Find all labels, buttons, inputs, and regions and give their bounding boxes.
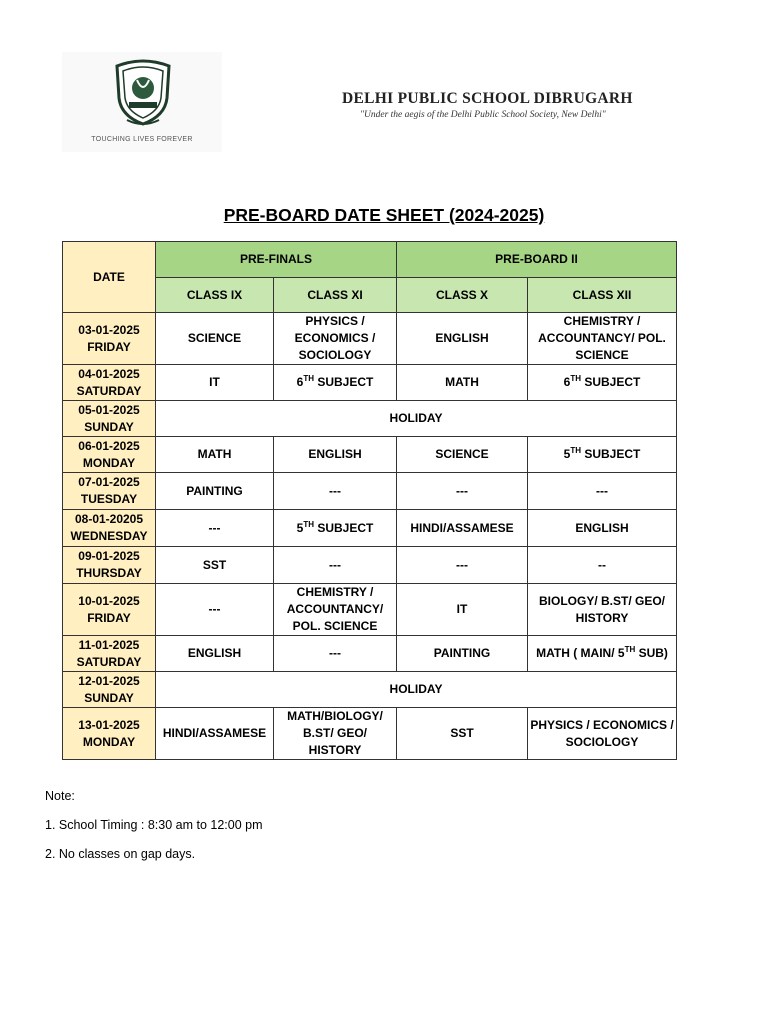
note-heading: Note:: [45, 789, 75, 803]
day-value: SATURDAY: [76, 654, 142, 669]
subject-cell: 6TH SUBJECT: [528, 365, 677, 401]
date-cell: [63, 708, 156, 760]
subject-cell: PAINTING: [156, 473, 274, 510]
subject-cell: SCIENCE: [397, 437, 528, 473]
subject-cell: MATH: [397, 365, 528, 401]
group-header-pre-board-ii: PRE-BOARD II: [397, 242, 677, 278]
notes: [45, 789, 262, 876]
group-header-pre-finals: PRE-FINALS: [156, 242, 397, 278]
class-header: CLASS IX: [156, 278, 274, 313]
subject-cell: IT: [397, 584, 528, 636]
table-row: [63, 401, 677, 437]
date-value: 04-01-2025: [78, 366, 140, 381]
day-value: WEDNESDAY: [70, 529, 148, 543]
class-header: CLASS X: [397, 278, 528, 313]
subject-cell: ---: [397, 473, 528, 510]
table-row: [63, 437, 677, 473]
day-value: SUNDAY: [84, 690, 134, 705]
date-header: DATE: [63, 242, 156, 313]
table-row: [63, 708, 677, 760]
date-cell: [63, 510, 156, 547]
table-row: [63, 365, 677, 401]
subject-cell: CHEMISTRY / ACCOUNTANCY/ POL. SCIENCE: [528, 313, 677, 365]
date-sheet-table: [62, 241, 677, 760]
subject-cell: 5TH SUBJECT: [528, 437, 677, 473]
table-row: [63, 510, 677, 547]
subject-cell: ENGLISH: [528, 510, 677, 547]
subject-cell: ENGLISH: [397, 313, 528, 365]
subject-cell: ENGLISH: [274, 437, 397, 473]
day-value: MONDAY: [82, 734, 136, 749]
subject-cell: CHEMISTRY / ACCOUNTANCY/ POL. SCIENCE: [274, 584, 397, 636]
subject-cell: ---: [156, 510, 274, 547]
table-row: [63, 672, 677, 708]
table-row: [63, 473, 677, 510]
date-value: 11-01-2025: [78, 637, 140, 652]
school-crest-icon: [107, 58, 179, 128]
table-row: [63, 584, 677, 636]
subject-cell: ---: [397, 547, 528, 584]
school-subtitle: "Under the aegis of the Delhi Public School Society, New Delhi": [360, 110, 606, 120]
school-header: [62, 52, 702, 152]
day-value: FRIDAY: [87, 610, 131, 625]
date-value: 06-01-2025: [78, 438, 140, 453]
subject-cell: PHYSICS / ECONOMICS / SOCIOLOGY: [528, 708, 677, 760]
date-cell: [63, 365, 156, 401]
subject-cell: ---: [274, 636, 397, 672]
date-value: 12-01-2025: [78, 673, 140, 688]
subject-cell: MATH/BIOLOGY/ B.ST/ GEO/ HISTORY: [274, 708, 397, 760]
subject-cell: MATH: [156, 437, 274, 473]
table-row: [63, 636, 677, 672]
day-value: SUNDAY: [84, 419, 134, 434]
class-header: CLASS XII: [528, 278, 677, 313]
day-value: THURSDAY: [76, 566, 142, 580]
subject-cell: ENGLISH: [156, 636, 274, 672]
date-cell: [63, 437, 156, 473]
date-cell: [63, 547, 156, 584]
subject-cell: MATH ( MAIN/ 5TH SUB): [528, 636, 677, 672]
date-value: 10-01-2025: [78, 593, 140, 608]
day-value: FRIDAY: [87, 339, 131, 354]
subject-cell: PHYSICS / ECONOMICS / SOCIOLOGY: [274, 313, 397, 365]
subject-cell: 5TH SUBJECT: [274, 510, 397, 547]
subject-cell: SST: [156, 547, 274, 584]
page-title: PRE-BOARD DATE SHEET (2024-2025): [223, 205, 545, 225]
date-cell: [63, 313, 156, 365]
date-value: 07-01-2025: [78, 475, 140, 489]
date-value: 13-01-2025: [78, 717, 140, 732]
subject-cell: HINDI/ASSAMESE: [397, 510, 528, 547]
note-item: 1. School Timing : 8:30 am to 12:00 pm: [45, 818, 263, 832]
subject-cell: IT: [156, 365, 274, 401]
date-cell: [63, 401, 156, 437]
table-row: [63, 313, 677, 365]
subject-cell: PAINTING: [397, 636, 528, 672]
school-logo: [62, 52, 222, 152]
date-cell: [63, 672, 156, 708]
holiday-cell: HOLIDAY: [156, 672, 677, 708]
day-value: SATURDAY: [76, 383, 142, 398]
subject-cell: HINDI/ASSAMESE: [156, 708, 274, 760]
subject-cell: ---: [528, 473, 677, 510]
date-value: 09-01-2025: [78, 549, 140, 563]
table-row: [63, 547, 677, 584]
date-cell: [63, 636, 156, 672]
date-value: 03-01-2025: [78, 322, 140, 337]
note-item: 2. No classes on gap days.: [45, 847, 196, 861]
subject-cell: SST: [397, 708, 528, 760]
subject-cell: 6TH SUBJECT: [274, 365, 397, 401]
day-value: MONDAY: [82, 455, 136, 470]
holiday-cell: HOLIDAY: [156, 401, 677, 437]
subject-cell: BIOLOGY/ B.ST/ GEO/ HISTORY: [528, 584, 677, 636]
subject-cell: SCIENCE: [156, 313, 274, 365]
subject-cell: ---: [156, 584, 274, 636]
class-header: CLASS XI: [274, 278, 397, 313]
subject-cell: --: [528, 547, 677, 584]
date-value: 08-01-20205: [74, 512, 144, 526]
date-cell: [63, 584, 156, 636]
logo-tagline: TOUCHING LIVES FOREVER: [91, 136, 193, 143]
date-value: 05-01-2025: [78, 402, 140, 417]
subject-cell: ---: [274, 473, 397, 510]
date-sheet-body: [63, 313, 677, 760]
date-cell: [63, 473, 156, 510]
day-value: TUESDAY: [80, 492, 138, 506]
subject-cell: ---: [274, 547, 397, 584]
school-name: DELHI PUBLIC SCHOOL DIBRUGARH: [342, 90, 633, 107]
